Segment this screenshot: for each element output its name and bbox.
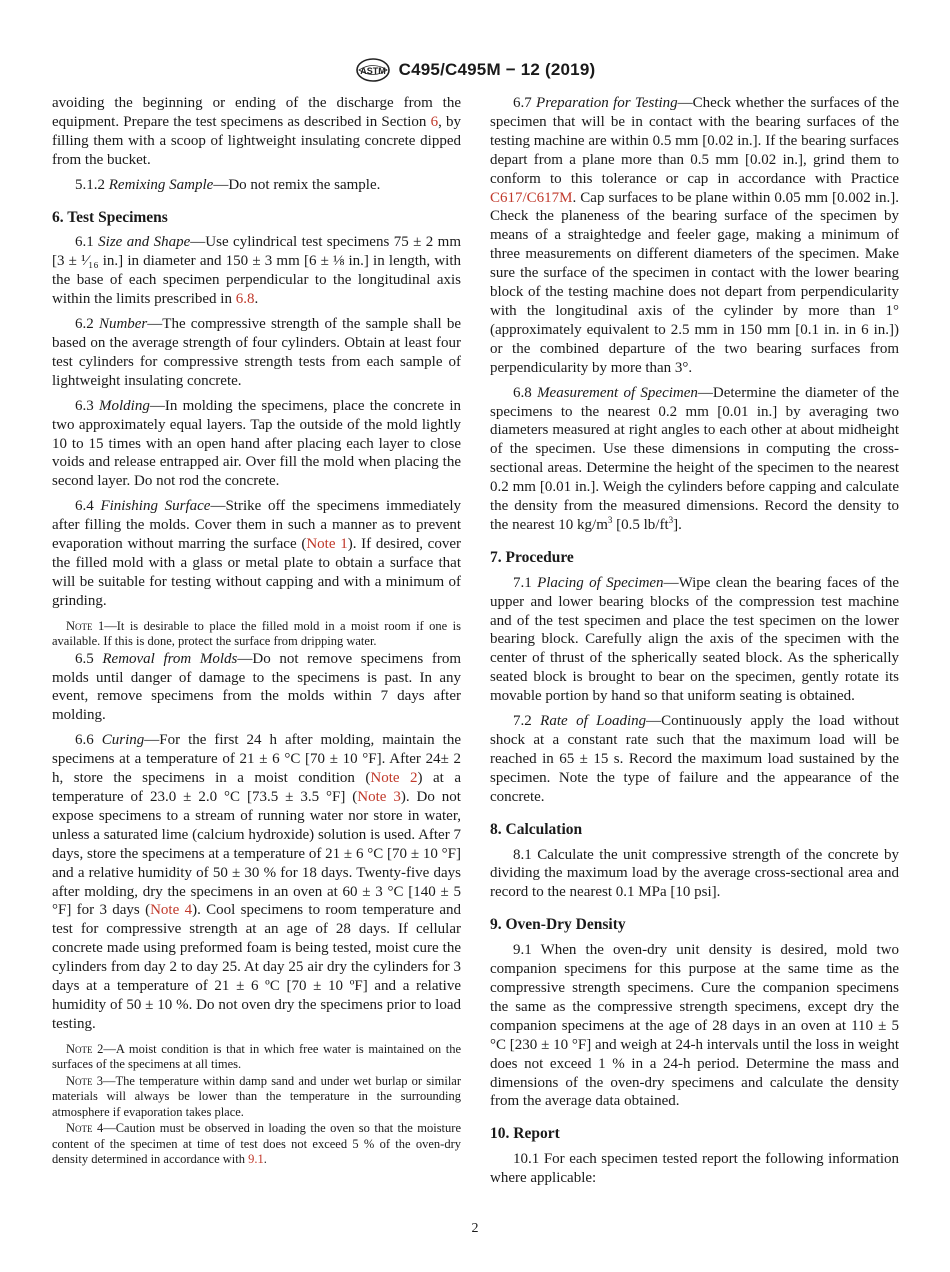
section-9-heading: 9. Oven-Dry Density bbox=[490, 916, 626, 934]
astm-logo-text: ASTM bbox=[359, 66, 386, 76]
paragraph-9-1: 9.1 When the oven-dry unit density is desired, mold two companion specimens for this purpose at the same time as the compressive strength specimens. Cure the companion specimens the same as the compressive strength specimens, except dry the companion specimens at the age of 28 days in an oven at 110 ± 5 °C [230 ± 10 °F] and weigh at 24-h intervals until the loss in weight does not exceed 1 % in a 24-h period. Determine the mass and dimensions of the oven-dry specimens and calculate the density from the average data obtained. bbox=[490, 942, 899, 1110]
paragraph-10-1: 10.1 For each specimen tested report the following information where applicable: bbox=[490, 1151, 899, 1187]
page-header bbox=[0, 57, 950, 88]
document-designation: C495/C495M − 12 (2019) bbox=[398, 60, 596, 79]
link-note-3[interactable]: Note 3 bbox=[357, 789, 401, 805]
paragraph-7-1: 7.1 Placing of Specimen—Wipe clean the bearing faces of the upper and lower bearing blocks of the compression test machine and of the test specimen and place the test specimen on the lower bearing block. Carefully align the axis of the specimen with the center of thrust of the spherically seated block. As the spherically seated block is brought to bear on the specimen, gently rotate its movable portion by hand so that uniform seating is obtained. bbox=[490, 574, 900, 705]
paragraph-5-1-continued: avoiding the beginning or ending of the discharge from the equipment. Prepare the test specimens as described in Section 6, by filling them with a scoop of lightweight insulating concrete dipped from the bucket. bbox=[52, 95, 462, 168]
section-8-heading: 8. Calculation bbox=[490, 820, 583, 838]
link-c617[interactable]: C617/C617M bbox=[490, 189, 573, 206]
note-2: Note 2—A moist condition is that in which free water is maintained on the surfaces of the specimens at all times. bbox=[52, 1041, 461, 1072]
astm-logo-icon bbox=[355, 57, 391, 83]
paragraph-6-7: 6.7 Preparation for Testing—Check whether the surfaces of the specimen that will be in contact with the bearing surfaces of the testing machine are within 0.5 mm [0.02 in.]. If the bearing surfaces depart from a plane more than 0.5 mm [0.02 in.], grind them to conform to this tolerance or cap in accordance with Practice C617/C617M. Cap surfaces to be plane within 0.05 mm [0.002 in.]. Check the planeness of the bearing surface of the specimen by means of a straightedge and feeler gage, making a minimum of three measurements on different diameters of the specimen. Make sure the surface of the specimen in contact with the lower bearing block of the testing machine does not depart from perpendicularity with the longitudinal axis of the cylinder by more than 1° (approximately equivalent to 2.5 mm in 150 mm [0.1 in. in 6 in.]) or the combined departure of the two bearing surfaces from perpendicularity by more than 3°. bbox=[490, 95, 899, 376]
section-7-heading: 7. Procedure bbox=[490, 548, 574, 566]
link-6-8[interactable]: 6.8 bbox=[235, 291, 255, 308]
paragraph-5-1-2: 5.1.2 Remixing Sample—Do not remix the sample. bbox=[75, 176, 381, 193]
note-4: Note 4—Caution must be observed in loading the oven so that the moisture content of the specimen at time of test does not exceed 5 % of the oven-dry density determined in accordance with 9.1. bbox=[52, 1121, 461, 1167]
page-number: 2 bbox=[471, 1221, 479, 1236]
paragraph-7-2: 7.2 Rate of Loading—Continuously apply the load without shock at a constant rate such that the maximum load will be reached in 65 ± 15 s. Record the maximum load sustained by the specimen. Note the type of failure and the appearance of the concrete. bbox=[490, 713, 899, 805]
right-column bbox=[490, 94, 899, 1194]
left-column bbox=[52, 94, 461, 1168]
link-note-1[interactable]: Note 1 bbox=[306, 536, 348, 553]
paragraph-6-8: 6.8 Measurement of Specimen—Determine the diameter of the specimens to the nearest 0.2 mm [0.01 in.] by averaging two diameters measured at right angles to each other at about midheight of the specimen. Use these dimensions in computing the cross-sectional areas. Determine the height of the specimen to the nearest 0.2 mm [0.01 in.]. Weigh the cylinders before capping and calculate the density from the measured dimensions. Record the density to the nearest 10 $kg/m^3$ [0.5 $lb/ft^3$]. bbox=[490, 384, 900, 533]
link-note-2[interactable]: Note 2 bbox=[370, 770, 418, 787]
paragraph-6-5: 6.5 Removal from Molds—Do not remove specimens from molds until danger of damage to the specimens is past. In any event, remove specimens from the molds within 7 days after molding. bbox=[52, 650, 462, 724]
paragraph-6-2: 6.2 Number—The compressive strength of the sample shall be based on the average strength of four cylinders. Obtain at least four test cylinders for compressive strength tests from each sample of lightweight insulating concrete. bbox=[52, 316, 461, 389]
paragraph-6-4: 6.4 Finishing Surface—Strike off the specimens immediately after filling the molds. Cover them in such a manner as to prevent evaporation without marring the surface (Note 1). If desired, cover the filled mold with a glass or metal plate to obtain a surface that will be suitable for testing without capping and with a minimum of grinding. bbox=[52, 498, 462, 609]
paragraph-8-1: 8.1 Calculate the unit compressive strength of the concrete by dividing the maximum load by the average cross-sectional area and record to the nearest 0.1 MPa [10 psi]. bbox=[490, 846, 899, 901]
paragraph-6-3: 6.3 Molding—In molding the specimens, place the concrete in two approximately equal layers. Tap the outside of the mold lightly 10 to 15 times with an open hand after placing each layer to close voids and release entrapped air. Over fill the mold when placing the second layer. Do not rod the concrete. bbox=[52, 397, 462, 490]
link-section-6[interactable]: 6 bbox=[430, 113, 439, 130]
paragraph-6-6: 6.6 Curing—For the first 24 h after molding, maintain the specimens at a temperature of 21 ± 6 °C [70 ± 10 °F]. After 24± 2 h, store the specimens in a moist condition (Note 2) at a temperature of 23.0 ± 2.0 °C [73.5 ± 3.5 °F] (Note 3). Do not expose specimens to a stream of running water nor store in water, unless a saturated lime (calcium hydroxide) solution is used. After 7 days, store the specimens at a temperature of 21 ± 6 °C [70 ± 10 °F] and a relative humidity of 50 ± 30 % for 18 days. Twenty-five days after molding, dry the specimens in an oven at 60 ± 3 °C [140 ± 5 °F] for 3 days (Note 4). Cool specimens to room temperature and test for compressive strength at an age of 28 days. If cellular concrete made using preformed foam is being tested, moist cure the cylinders from day 2 to day 25. At day 25 air dry the cylinders for 3 days at a temperature of 21 ± 6 ºC [70 ± 10 ºF] and a relative humidity of 50 ± 10 %. Do not oven dry the specimens prior to load testing. bbox=[52, 732, 461, 1032]
section-10-heading: 10. Report bbox=[490, 1125, 560, 1143]
link-9-1[interactable]: 9.1 bbox=[248, 1152, 264, 1167]
paragraph-6-1: 6.1 Size and Shape—Use cylindrical test specimens 75 ± 2 mm [3 ± ¹⁄₁₆ in.] in diameter and 150 ± 3 mm [6 ± ⅛ in.] in length, with the base of each specimen perpendicular to the longitudinal axis within the limits prescribed in 6.8. bbox=[52, 234, 461, 308]
note-3: Note 3—The temperature within damp sand and under wet burlap or similar materials will always be lower than the temperature in the surrounding atmosphere if evaporation takes place. bbox=[52, 1073, 461, 1119]
note-1: Note 1—It is desirable to place the filled mold in a moist room if one is available. If this is done, protect the surface from dripping water. bbox=[52, 618, 461, 649]
link-note-4[interactable]: Note 4 bbox=[150, 902, 193, 919]
section-6-heading: 6. Test Specimens bbox=[52, 208, 168, 226]
